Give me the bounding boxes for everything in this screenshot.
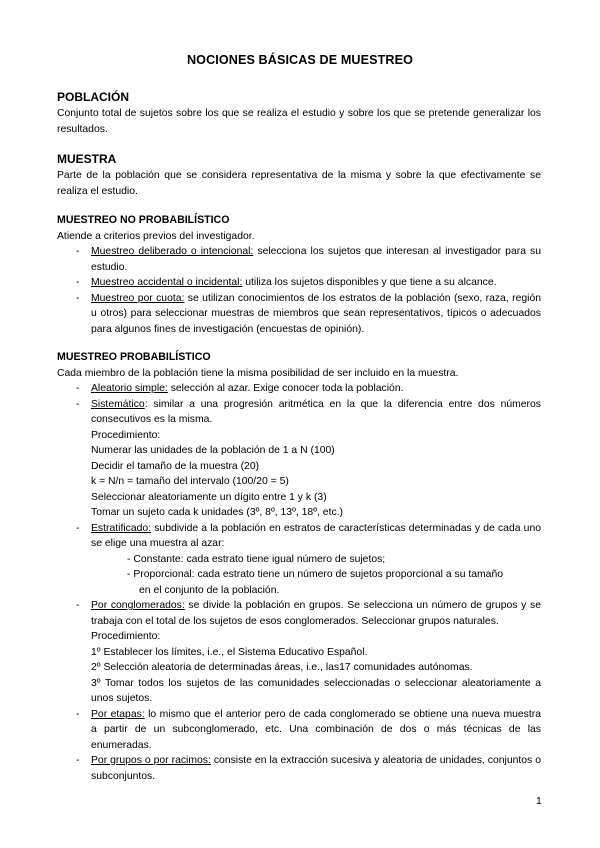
- item-text: subdivide a la población en estratos de características determinadas y de cada uno se elige una muestra al azar:: [91, 522, 541, 549]
- procedure-line: Tomar un sujeto cada k unidades (3º, 8º, 13º, 18º, etc.): [91, 507, 343, 518]
- list-item: - Por grupos o por racimos: consiste en la extracción sucesiva y aleatoria de unidades, conjuntos o subconjuntos.: [76, 755, 542, 782]
- item-text: consiste en la extracción sucesiva y aleatoria de unidades, conjuntos o subconjuntos.: [91, 755, 542, 782]
- list-item: - Estratificado: subdivide a la población en estratos de características determinadas y de cada uno se elige una muestra al azar: - Constante: cada estrato tiene igual número de sujetos; - Proporcional: cada estrato tiene un número de sujetos proporcional a su tamaño en el conjunto de la población.: [57, 521, 541, 599]
- procedure-line: Procedimiento:: [91, 631, 161, 642]
- item-term: Muestreo accidental o incidental:: [91, 277, 243, 288]
- item-text: se divide la población en grupos. Se selecciona un número de grupos y se trabaja con el total de los sujetos de esos conglomerados. Seleccionar grupos naturales.: [91, 600, 541, 627]
- item-term: Muestreo por cuota:: [91, 292, 185, 304]
- procedure-line: Numerar las unidades de la población de 1 a N (100): [91, 445, 335, 456]
- item-term: Por grupos o por racimos:: [91, 755, 211, 766]
- muestra-definition: Parte de la población que se considera representativa de la misma y sobre la que efectivamente se realiza el estudio.: [57, 170, 541, 197]
- item-text: lo mismo que el anterior pero de cada conglomerado se obtiene una nueva muestra a partir de un subconglomerado, etc. Una combinación de dos o más técnicas de las enumeradas.: [91, 708, 542, 751]
- item-term: Por etapas:: [91, 708, 145, 720]
- item-term: Por conglomerados:: [91, 600, 185, 611]
- list-item: - Por etapas: lo mismo que el anterior pero de cada conglomerado se obtiene una nueva muestra a partir de un subconglomerado, etc. Una combinación de dos o más técnicas de las enumeradas.: [76, 708, 542, 751]
- muestra-heading: MUESTRA: [57, 152, 117, 166]
- probabilistico-list: [57, 381, 541, 784]
- procedure-line: 1º Establecer los límites, i.e., el Sistema Educativo Español.: [91, 646, 368, 658]
- no-probabilistico-list: [57, 244, 541, 337]
- item-text: selección al azar. Exige conocer toda la población.: [167, 383, 404, 394]
- procedure-line: 3º Tomar todos los sujetos de las comunidades seleccionadas o seleccionar aleatoriamente a unos sujetos.: [91, 677, 541, 704]
- document-title: NOCIONES BÁSICAS DE MUESTREO: [186, 53, 413, 67]
- item-text: utiliza los sujetos disponibles y que tiene a su alcance.: [242, 277, 497, 288]
- poblacion-definition: Conjunto total de sujetos sobre los que se realiza el estudio y sobre los que se pretende generalizar los resultados.: [57, 108, 541, 135]
- sub-line: - Proporcional: cada estrato tiene un número de sujetos proporcional a su tamaño: [127, 569, 504, 580]
- procedure-line: Procedimiento:: [91, 429, 161, 441]
- sub-line: - Constante: cada estrato tiene igual número de sujetos;: [127, 553, 386, 565]
- item-text: : similar a una progresión aritmética en la que la diferencia entre dos números consecutivos es la misma.: [91, 398, 541, 425]
- item-text: selecciona los sujetos que interesan al investigador para su estudio.: [91, 246, 541, 273]
- item-term: Aleatorio simple:: [91, 383, 168, 394]
- item-term: Estratificado:: [91, 522, 152, 534]
- list-item: - Aleatorio simple: selección al azar. Exige conocer toda la población.: [76, 383, 404, 394]
- item-term: Muestreo deliberado o intencional:: [91, 246, 254, 257]
- procedure-line: Decidir el tamaño de la muestra (20): [91, 460, 260, 472]
- list-item: - Sistemático: similar a una progresión aritmética en la que la diferencia entre dos números consecutivos es la misma. Procedimiento: Numerar las unidades de la población de 1 a N (100) Decidir el tamaño de la muestra (20) k = N/n = tamaño del intervalo (100/20 = 5) Seleccionar aleatoriamente un dígito entre 1 y k (3) Tomar un sujeto cada k unidades (3º, 8º, 13º, 18º, etc.): [57, 397, 541, 521]
- procedure-line: k = N/n = tamaño del intervalo (100/20 = 5): [91, 476, 289, 487]
- sub-line: en el conjunto de la población.: [139, 584, 280, 596]
- no-probabilistico-heading: MUESTREO NO PROBABILÍSTICO: [57, 214, 230, 226]
- probabilistico-intro: Cada miembro de la población tiene la misma posibilidad de ser incluido en la muestra.: [57, 368, 459, 379]
- page-number: 1: [536, 796, 542, 807]
- item-term: Sistemático: [91, 398, 145, 410]
- item-text: se utilizan conocimientos de los estratos de la población (sexo, raza, región u otros) para seleccionar muestras de miembros que sean representativos, típicos o adecuados para algunos fines de investigación (encuestas de opinión).: [91, 292, 541, 335]
- list-item: - Muestreo por cuota: se utilizan conocimientos de los estratos de la población (sexo, raza, región u otros) para seleccionar muestras de miembros que sean representativos, típicos o adecuados para algunos fines de investigación (encuestas de opinión).: [76, 292, 541, 335]
- no-probabilistico-intro: Atiende a criterios previos del investigador.: [57, 231, 255, 242]
- list-item: - Muestreo accidental o incidental: utiliza los sujetos disponibles y que tiene a su alcance.: [76, 277, 497, 288]
- procedure-line: Seleccionar aleatoriamente un dígito entre 1 y k (3): [91, 491, 327, 503]
- list-item: - Muestreo deliberado o intencional: selecciona los sujetos que interesan al investigador para su estudio.: [76, 246, 541, 273]
- procedure-line: 2º Selección aleatoria de determinadas áreas, i.e., las17 comunidades autónomas.: [91, 662, 473, 673]
- poblacion-heading: POBLACIÓN: [57, 90, 129, 104]
- probabilistico-heading: MUESTREO PROBABILÍSTICO: [57, 351, 211, 363]
- list-item: - Por conglomerados: se divide la población en grupos. Se selecciona un número de grupos y se trabaja con el total de los sujetos de esos conglomerados. Seleccionar grupos naturales. Procedimiento: 1º Establecer los límites, i.e., el Sistema Educativo Español. 2º Selección aleatoria de determinadas áreas, i.e., las17 comunidades autónomas. 3º Tomar todos los sujetos de las comunidades seleccionadas o seleccionar aleatoriamente a unos sujetos.: [57, 598, 541, 707]
